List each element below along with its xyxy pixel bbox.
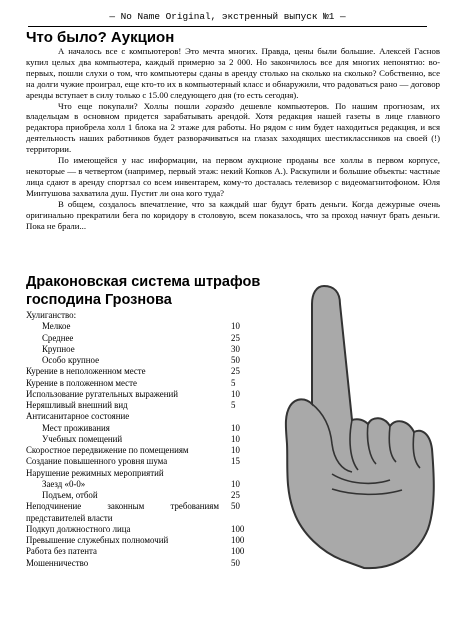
article-paragraph: Что еще покупали? Холлы пошли гораздо дешевле компьютеров. По нашим прогнозам, их владельцам в основном придется зарабатывать арендой. Хотя редакция нашей газеты в лице главного редактора приобрела холл 1 блока на 2 этаже для работы. Но рядом с ним будет находиться редакция, и вся деятельность наших работников будет разворачиваться на глазах заходящих шестиклассников на своей (!) территории. bbox=[26, 100, 440, 155]
fine-row bbox=[26, 468, 266, 479]
article-paragraph: А началось все с компьютеров! Это мечта многих. Правда, цены были большие. Алексей Гаснов купил целых два компьютера, каждый примерно за 2 000. Но закончилось все для многих непонятно: во-первых, пошли слухи о том, что компьютеры сданы в аренду столько на сколько на сколько? Собственно, все на долги чужие проиграл, еще кто-то их в компьютерный класс и обнаружили, что радоваться рано — договор аренды вступает в силу только с 15.00 следующего дня (то есть сегодня). bbox=[26, 46, 440, 100]
fine-row bbox=[26, 501, 266, 524]
fine-label: Использование ругательных выражений bbox=[26, 388, 178, 399]
fine-value: 50 bbox=[231, 355, 240, 365]
fine-label: Подъем, отбой bbox=[42, 490, 98, 500]
fines-title: Драконовская система штрафов господина Грознова bbox=[26, 274, 261, 308]
fine-value: 30 bbox=[231, 343, 240, 354]
fine-label: Курение в положенном месте bbox=[26, 377, 137, 388]
emphasis: гораздо bbox=[205, 100, 235, 111]
fine-label: Создание повышенного уровня шума bbox=[26, 456, 168, 467]
fine-row bbox=[26, 423, 266, 434]
fine-value: 5 bbox=[231, 400, 236, 410]
fine-value: 10 bbox=[231, 445, 240, 455]
article-paragraph: По имеющейся у нас информации, на первом аукционе проданы все холлы в первом корпусе, некоторые — в четвертом (например, первый этаж: некий Копков А.). Раскупили и большие объекты: частные лица сдают в аренду спортзал со всем инвентарем, кому-то досталась телевизор с видеомагнитофоном. Юля Минтушова захватила душ. Пустит ли она кого туда? bbox=[26, 155, 440, 198]
fine-row bbox=[26, 535, 266, 546]
fine-row bbox=[26, 490, 266, 501]
fine-value: 100 bbox=[231, 546, 245, 557]
fine-label: Заезд «0-0» bbox=[42, 478, 86, 489]
fine-label: Мелкое bbox=[42, 321, 71, 332]
article-body bbox=[26, 46, 440, 231]
fine-row bbox=[26, 355, 266, 366]
fine-row bbox=[26, 378, 266, 389]
fine-row bbox=[26, 479, 266, 490]
raised-middle-finger-hand-icon bbox=[272, 284, 442, 574]
fine-label: Курение в неположенном месте bbox=[26, 366, 146, 377]
fine-value: 5 bbox=[231, 377, 236, 388]
fine-row bbox=[26, 546, 266, 557]
fine-value: 10 bbox=[231, 422, 240, 433]
fine-value: 10 bbox=[231, 388, 240, 399]
fine-label: Особо крупное bbox=[42, 355, 100, 365]
fine-row bbox=[26, 524, 266, 535]
fine-row bbox=[26, 344, 266, 355]
fine-value: 10 bbox=[231, 321, 240, 332]
article-title: Что было? Аукцион bbox=[26, 29, 175, 46]
fine-row bbox=[26, 400, 266, 411]
article-paragraph: В общем, создалось впечатление, что за каждый шаг будут брать деньги. Когда дежурные очень оригинально прекратили бега по коридору в столовую, всем показалось, что за проход начнут брать деньги. Пока не брали... bbox=[26, 198, 440, 231]
fine-label: Мошенничество bbox=[26, 557, 89, 568]
fine-label: Хулиганство: bbox=[26, 310, 77, 320]
fine-value: 25 bbox=[231, 332, 240, 343]
page-header: — No Name Original, экстренный выпуск №1 — bbox=[28, 8, 427, 27]
fine-value: 100 bbox=[231, 535, 245, 545]
fine-label: Антисанитарное состояние bbox=[26, 411, 130, 422]
fine-row bbox=[26, 434, 266, 445]
fine-value: 10 bbox=[231, 478, 240, 489]
fine-label: Мест проживания bbox=[42, 422, 110, 433]
fine-label: Нарушение режимных мероприятий bbox=[26, 467, 164, 478]
fine-label: Среднее bbox=[42, 332, 74, 343]
fine-value: 50 bbox=[231, 501, 240, 512]
fine-label: Превышение служебных полномочий bbox=[26, 535, 169, 545]
fine-row bbox=[26, 333, 266, 344]
fine-row bbox=[26, 321, 266, 332]
fine-value: 25 bbox=[231, 490, 240, 500]
fine-label: Скоростное передвижение по помещениям bbox=[26, 445, 189, 455]
fine-row bbox=[26, 366, 266, 377]
fine-value: 100 bbox=[231, 523, 245, 534]
fine-value: 50 bbox=[231, 557, 240, 568]
fine-row bbox=[26, 456, 266, 467]
fine-label: Неряшливый внешний вид bbox=[26, 400, 128, 410]
fine-value: 25 bbox=[231, 366, 240, 377]
fine-label: Работа без патента bbox=[26, 546, 97, 557]
fines-table bbox=[26, 310, 266, 569]
fine-value: 15 bbox=[231, 456, 240, 467]
fine-value: 10 bbox=[231, 433, 240, 444]
fine-row bbox=[26, 411, 266, 422]
fine-row bbox=[26, 558, 266, 569]
fine-label: Подкуп должностного лица bbox=[26, 523, 131, 534]
fine-row bbox=[26, 389, 266, 400]
fine-row bbox=[26, 310, 266, 321]
fine-row bbox=[26, 445, 266, 456]
fine-label: Неподчинение законным требованиям представителей власти bbox=[26, 501, 219, 523]
fine-label: Крупное bbox=[42, 343, 75, 354]
fine-label: Учебных помещений bbox=[42, 433, 123, 444]
